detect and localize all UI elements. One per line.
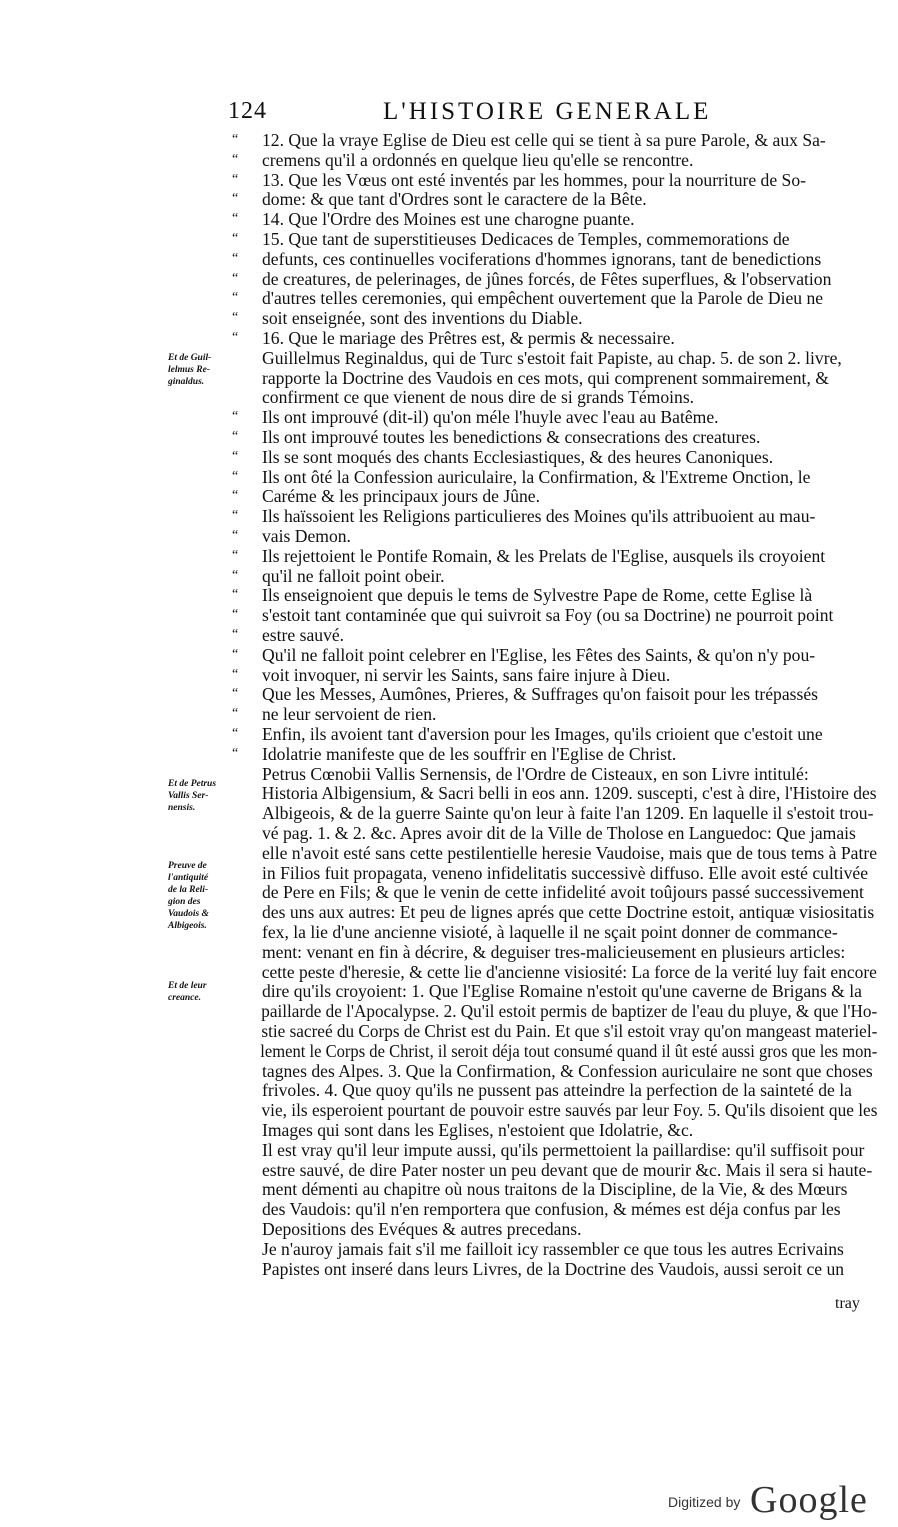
text-line — [232, 843, 877, 863]
text-line — [232, 942, 845, 962]
margin-note-line: Albigeois. — [168, 921, 207, 931]
text-line — [232, 744, 676, 764]
page-header — [228, 98, 878, 128]
line-text: voit invoquer, ni servir les Saints, sans faire injure à Dieu. — [262, 664, 671, 685]
quote-mark: “ — [232, 231, 239, 246]
line-text: defunts, ces continuelles vociferations d'hommes ignorans, tant de benedictions — [262, 248, 822, 269]
text-line — [232, 130, 826, 150]
line-text: lement le Corps de Christ, il seroit déja tout consumé quand il ût esté aussi gros que les mon- — [260, 1040, 878, 1061]
line-text: vé pag. 1. & 2. &c. Apres avoir dit de la Ville de Tholose en Languedoc: Que jamais — [262, 823, 856, 843]
text-line — [232, 724, 823, 744]
text-line — [232, 1001, 877, 1021]
line-text: Caréme & les principaux jours de Jûne. — [262, 486, 541, 507]
page-number: 124 — [228, 98, 267, 124]
quote-mark: “ — [232, 587, 239, 603]
text-line — [232, 546, 825, 566]
line-text: ment démenti au chapitre où nous traitons de la Discipline, de la Vie, & des Mœurs — [262, 1179, 848, 1200]
margin-note-line: Vaudois & — [168, 909, 209, 919]
line-text: Ils haïssoient les Religions particulieres des Moines qu'ils attribuoient au mau- — [262, 506, 816, 527]
text-line — [232, 1080, 852, 1100]
text-line — [232, 467, 810, 487]
text-line — [232, 902, 874, 922]
text-line — [232, 308, 583, 328]
margin-note-line: ginaldus. — [168, 377, 205, 387]
google-logo: Google — [750, 1479, 868, 1521]
text-line — [232, 1219, 582, 1239]
line-text: Qu'il ne falloit point celebrer en l'Eglise, les Fêtes des Saints, & qu'on n'y pou- — [262, 644, 816, 665]
quote-mark: “ — [232, 191, 239, 207]
line-text: vie, ils esperoient pourtant de pouvoir estre sauvés par leur Foy. 5. Qu'ils disoient que les — [261, 1100, 878, 1121]
text-line — [232, 348, 842, 368]
quote-mark: “ — [232, 290, 239, 306]
text-line — [232, 566, 445, 586]
line-text: de creatures, de pelerinages, de jûnes forcés, de Fêtes superflues, & l'observation — [262, 268, 832, 289]
text-line — [232, 863, 868, 883]
text-line — [232, 1179, 847, 1199]
line-text: frivoles. 4. Que quoy qu'ils ne pussent pas atteindre la perfection de la sainteté de la — [262, 1080, 852, 1101]
line-text: 15. Que tant de superstitieuses Dedicaces de Temples, commemorations de — [262, 229, 790, 249]
text-line — [232, 1021, 877, 1041]
margin-note-line: Et de leur — [168, 981, 207, 991]
quote-mark: “ — [232, 726, 239, 741]
line-text: Petrus Cœnobii Vallis Sernensis, de l'Ordre de Cisteaux, en son Livre intitulé: — [262, 763, 809, 784]
line-text: paillarde de l'Apocalypse. 2. Qu'il estoit permis de baptizer de l'eau du pluye, & que l'Ho- — [261, 1001, 878, 1022]
text-line — [232, 962, 877, 982]
text-line — [232, 387, 694, 407]
quote-mark: “ — [232, 528, 239, 543]
text-line — [232, 249, 821, 269]
quote-mark: “ — [232, 151, 239, 167]
catchword: tray — [835, 1295, 860, 1312]
quote-mark: “ — [232, 211, 239, 227]
quote-mark: “ — [232, 448, 239, 464]
quote-mark: “ — [232, 330, 239, 345]
text-line — [232, 526, 351, 546]
line-text: ne leur servoient de rien. — [262, 704, 437, 725]
margin-note-petrus — [168, 778, 232, 814]
quote-mark: “ — [232, 547, 239, 563]
quote-mark: “ — [232, 310, 239, 326]
quote-mark: “ — [232, 745, 239, 761]
margin-note-line: gion des — [168, 897, 201, 907]
line-text: tagnes des Alpes. 3. Que la Confirmation, & Confession auriculaire ne sont que choses — [262, 1060, 873, 1081]
text-line — [232, 328, 675, 348]
text-line — [232, 1100, 877, 1120]
margin-note-creance — [168, 980, 232, 1004]
watermark-prefix: Digitized by — [668, 1494, 741, 1510]
text-line — [232, 447, 773, 467]
text-line — [232, 882, 864, 902]
line-text: estre sauvé. — [262, 625, 345, 645]
line-text: 12. Que la vraye Eglise de Dieu est celle qui se tient à sa pure Parole, & aux Sa- — [262, 130, 826, 150]
text-line — [232, 684, 818, 704]
line-text: de Pere en Fils; & que le venin de cette infidelité avoit toûjours passé successivement — [262, 882, 864, 903]
text-line — [232, 665, 670, 685]
line-text: 14. Que l'Ordre des Moines est une charogne puante. — [262, 209, 635, 230]
text-line — [232, 605, 833, 625]
line-text: 16. Que le mariage des Prêtres est, & permis & necessaire. — [262, 328, 675, 348]
quote-mark: “ — [232, 646, 239, 662]
text-line — [232, 170, 806, 190]
line-text: des uns aux autres: Et peu de lignes aprés que cette Doctrine estoit, antiquæ visiositatis — [262, 902, 875, 923]
line-text: Enfin, ils avoient tant d'aversion pour les Images, qu'ils crioient que c'estoit une — [262, 724, 823, 744]
margin-note-line: Et de Petrus — [168, 779, 217, 789]
quote-mark: “ — [232, 627, 239, 642]
margin-note-line: lelmus Re- — [168, 365, 210, 375]
line-text: fex, la lie d'une ancienne visioté, à laquelle il ne sçait point donner de commance- — [262, 922, 838, 942]
quote-mark: “ — [232, 508, 239, 524]
line-text: cremens qu'il a ordonnés en quelque lieu qu'elle se rencontre. — [262, 149, 694, 170]
line-text: Ils rejettoient le Pontife Romain, & les Prelats de l'Eglise, ausquels ils croyoient — [262, 545, 826, 566]
line-text: Albigeois, & de la guerre Sainte qu'on leur à faite l'an 1209. En laquelle il s'estoit trou- — [262, 803, 874, 824]
margin-note-line: creance. — [168, 993, 201, 1003]
text-line — [232, 783, 877, 803]
text-line — [232, 922, 838, 942]
line-text: soit enseignée, sont des inventions du Diable. — [262, 308, 583, 329]
text-line — [232, 1140, 864, 1160]
quote-mark: “ — [232, 468, 239, 484]
line-text: rapporte la Doctrine des Vaudois en ces mots, qui comprenent sommairement, & — [262, 367, 829, 388]
line-text: estre sauvé, de dire Pater noster un peu devant que de mourir &c. Mais il sera si haute- — [262, 1159, 873, 1180]
line-text: Ils ont ôté la Confession auriculaire, la Confirmation, & l'Extreme Onction, le — [262, 466, 811, 487]
line-text: Ils se sont moqués des chants Ecclesiastiques, & des heures Canoniques. — [262, 446, 774, 467]
text-line — [232, 803, 873, 823]
text-line — [232, 209, 635, 229]
quote-mark: “ — [232, 270, 239, 286]
text-line — [232, 823, 856, 843]
line-text: confirment ce que vienent de nous dire de si grands Témoins. — [262, 387, 695, 408]
line-text: Ils enseignoient que depuis le tems de Sylvestre Pape de Rome, cette Eglise là — [262, 585, 813, 606]
margin-note-preuve — [168, 860, 232, 932]
text-line — [232, 288, 823, 308]
text-line — [232, 368, 829, 388]
text-line — [232, 764, 809, 784]
line-text: stie sacreé du Corps de Christ est du Pain. Et que s'il estoit vray qu'on mangeast materiel- — [261, 1021, 878, 1041]
text-line — [232, 1061, 873, 1081]
line-text: des Vaudois: qu'il n'en remportera que confusion, & mémes est déja confus par les — [262, 1199, 841, 1220]
line-text: dome: & que tant d'Ordres sont le caractere de la Bête. — [262, 189, 647, 210]
line-text: ment: venant en fin à décrire, & deguiser tres-malicieusement en plusieurs articles: — [262, 941, 846, 962]
text-line — [232, 1259, 844, 1279]
text-line — [232, 506, 815, 526]
line-text: Guillelmus Reginaldus, qui de Turc s'estoit fait Papiste, au chap. 5. de son 2. livre, — [262, 347, 842, 368]
text-line — [232, 1160, 872, 1180]
running-title: L'HISTOIRE GENERALE — [383, 98, 712, 125]
text-line — [232, 229, 790, 249]
margin-note-line: Vallis Ser- — [168, 791, 209, 801]
text-line — [232, 1041, 877, 1061]
quote-mark: “ — [232, 409, 239, 425]
quote-mark: “ — [232, 567, 239, 583]
line-text: Ils ont improuvé toutes les benedictions & consecrations des creatures. — [262, 427, 761, 447]
quote-mark: “ — [232, 488, 239, 504]
line-text: cette peste d'heresie, & cette lie d'ancienne visiosité: La force de la verité luy fait encore — [261, 961, 877, 982]
text-line — [232, 704, 436, 724]
margin-note-guillelmus — [168, 352, 232, 388]
margin-note-line: de la Reli- — [168, 885, 209, 895]
text-line — [232, 625, 344, 645]
line-text: Depositions des Evéques & autres precedans. — [262, 1219, 582, 1239]
quote-mark: “ — [232, 250, 239, 266]
line-text: in Filios fuit propagata, veneno infidelitatis successivè diffuso. Elle avoit esté cultivée — [262, 862, 869, 883]
line-text: s'estoit tant contaminée que qui suivroit sa Foy (ou sa Doctrine) ne pourroit point — [262, 605, 834, 626]
line-text: Papistes ont inseré dans leurs Livres, de la Doctrine des Vaudois, aussi seroit ce un — [262, 1258, 845, 1279]
text-line — [232, 189, 647, 209]
margin-note-line: nensis. — [168, 803, 196, 813]
margin-note-line: Preuve de — [168, 861, 207, 871]
text-line — [232, 645, 815, 665]
text-line — [232, 407, 719, 427]
line-text: Images qui sont dans les Eglises, n'estoient que Idolatrie, &c. — [262, 1120, 694, 1140]
text-line — [232, 585, 812, 605]
text-line — [232, 1199, 841, 1219]
line-text: 13. Que les Vœus ont esté inventés par les hommes, pour la nourriture de So- — [262, 169, 806, 190]
line-text: Il est vray qu'il leur impute aussi, qu'ils permettoient la paillardise: qu'il suffisoit pour — [262, 1139, 865, 1160]
line-text: elle n'avoit esté sans cette pestilentielle heresie Vaudoise, mais que de tous tems à Patre — [262, 842, 878, 863]
text-line — [232, 150, 693, 170]
line-text: Historia Albigensium, & Sacri belli in eos ann. 1209. suscepti, c'est à dire, l'Histoire des — [261, 783, 877, 804]
margin-note-line: l'antiquité — [168, 873, 209, 883]
text-line — [232, 1120, 693, 1140]
quote-mark: “ — [232, 686, 239, 702]
text-line — [232, 427, 760, 447]
line-text: Idolatrie manifeste que de les souffrir en l'Eglise de Christ. — [262, 743, 677, 764]
quote-mark: “ — [232, 132, 239, 147]
quote-mark: “ — [232, 429, 239, 444]
line-text: Que les Messes, Aumônes, Prieres, & Suffrages qu'on faisoit pour les trépassés — [262, 684, 818, 705]
text-line — [232, 269, 831, 289]
digitized-by-google-watermark — [668, 1478, 888, 1522]
line-text: qu'il ne falloit point obeir. — [262, 565, 445, 586]
line-text: Ils ont improuvé (dit-il) qu'on méle l'huyle avec l'eau au Batême. — [262, 407, 719, 428]
margin-note-line: Et de Guil- — [168, 353, 212, 363]
text-line — [232, 486, 540, 506]
quote-mark: “ — [232, 607, 239, 623]
quote-mark: “ — [232, 171, 239, 187]
text-line — [232, 1239, 844, 1259]
quote-mark: “ — [232, 666, 239, 682]
line-text: Je n'auroy jamais fait s'il me failloit icy rassembler ce que tous les autres Ecrivains — [262, 1238, 844, 1259]
line-text: vais Demon. — [262, 526, 351, 546]
text-line — [232, 981, 862, 1001]
line-text: dire qu'ils croyoient: 1. Que l'Eglise Romaine n'estoit qu'une caverne de Brigans & la — [262, 981, 862, 1002]
line-text: d'autres telles ceremonies, qui empêchent ouvertement que la Parole de Dieu ne — [262, 288, 824, 309]
quote-mark: “ — [232, 706, 239, 722]
